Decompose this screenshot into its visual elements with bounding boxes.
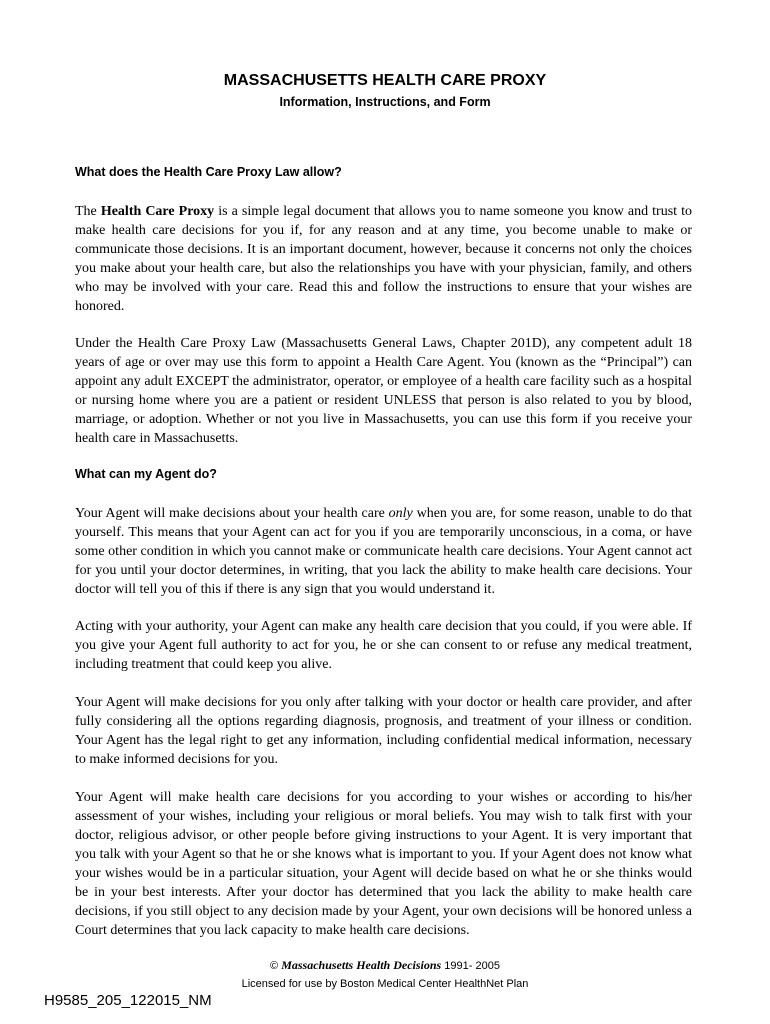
footer-org-name: Massachusetts Health Decisions	[281, 958, 442, 972]
footer-years: 1991- 2005	[444, 960, 500, 972]
paragraph-agent-authority: Acting with your authority, your Agent can make any health care decision that you could, if you were able. If you give your Agent full authority to act for you, he or she can consent to or refuse any medical treatment, including treatment that could keep you alive.	[75, 619, 692, 672]
form-code: H9585_205_122015_NM	[44, 992, 212, 1009]
paragraph-agent-when-lead: Your Agent will make decisions about your health care	[75, 506, 389, 521]
paragraph-proxy-intro-lead: The	[75, 204, 101, 219]
paragraph-proxy-law: Under the Health Care Proxy Law (Massachusetts General Laws, Chapter 201D), any competent adult 18 years of age or over may use this form to appoint a Health Care Agent. You (known as the “Principal”) can appoint any adult EXCEPT the administrator, operator, or employee of a health care facility such as a hospital or nursing home where you are a patient or resident UNLESS that person is also related to you by blood, marriage, or adoption. Whether or not you live in Massachusetts, you can use this form if you receive your health care in Massachusetts.	[75, 336, 692, 446]
paragraph-agent-wishes: Your Agent will make health care decisions for you according to your wishes or according to his/her assessment of your wishes, including your religious or moral beliefs. You may wish to talk first with your doctor, religious advisor, or other people before giving instructions to your Agent. It is very important that you talk with your Agent so that he or she knows what is important to you. If your Agent does not know what your wishes would be in a particular situation, your Agent will decide based on what he or she thinks would be in your best interests. After your doctor has determined that you lack the ability to make health care decisions, if you still object to any decision made by your Agent, your own decisions will be honored unless a Court determines that you lack capacity to make health care decisions.	[75, 790, 692, 938]
paragraph-agent-when	[75, 504, 692, 599]
document-subtitle: Information, Instructions, and Form	[279, 95, 491, 109]
copyright-symbol: ©	[270, 960, 279, 972]
document-title: MASSACHUSETTS HEALTH CARE PROXY	[223, 72, 547, 89]
paragraph-agent-when-italic: only	[388, 506, 413, 521]
paragraph-proxy-intro	[75, 202, 692, 316]
section-heading-agent-do: What can my Agent do?	[75, 467, 217, 481]
section-heading-law-allow: What does the Health Care Proxy Law allow?	[75, 165, 342, 179]
footer-license: Licensed for use by Boston Medical Center HealthNet Plan	[241, 978, 529, 990]
footer-copyright	[0, 958, 770, 973]
paragraph-proxy-intro-rest: is a simple legal document that allows you to name someone you know and trust to make health care decisions for you if, for any reason and at any time, you become unable to make or communicate those decisions. It is an important document, however, because it concerns not only the choices you make about your health care, but also the relationships you have with your physician, family, and others who may be involved with your care. Read this and follow the instructions to ensure that your wishes are honored.	[75, 204, 693, 314]
paragraph-proxy-intro-bold: Health Care Proxy	[100, 204, 215, 219]
paragraph-agent-consult: Your Agent will make decisions for you only after talking with your doctor or health care provider, and after fully considering all the options regarding diagnosis, prognosis, and treatment of your illness or condition. Your Agent has the legal right to get any information, including confidential medical information, necessary to make informed decisions for you.	[75, 695, 692, 767]
paragraph-agent-when-rest: when you are, for some reason, unable to do that yourself. This means that your Agent can act for you if you are temporarily unconscious, in a coma, or have some other condition in which you cannot make or communicate health care decisions. Your Agent cannot act for you until your doctor determines, in writing, that you lack the ability to make health care decisions. Your doctor will tell you of this if there is any sign that you would understand it.	[75, 506, 693, 597]
